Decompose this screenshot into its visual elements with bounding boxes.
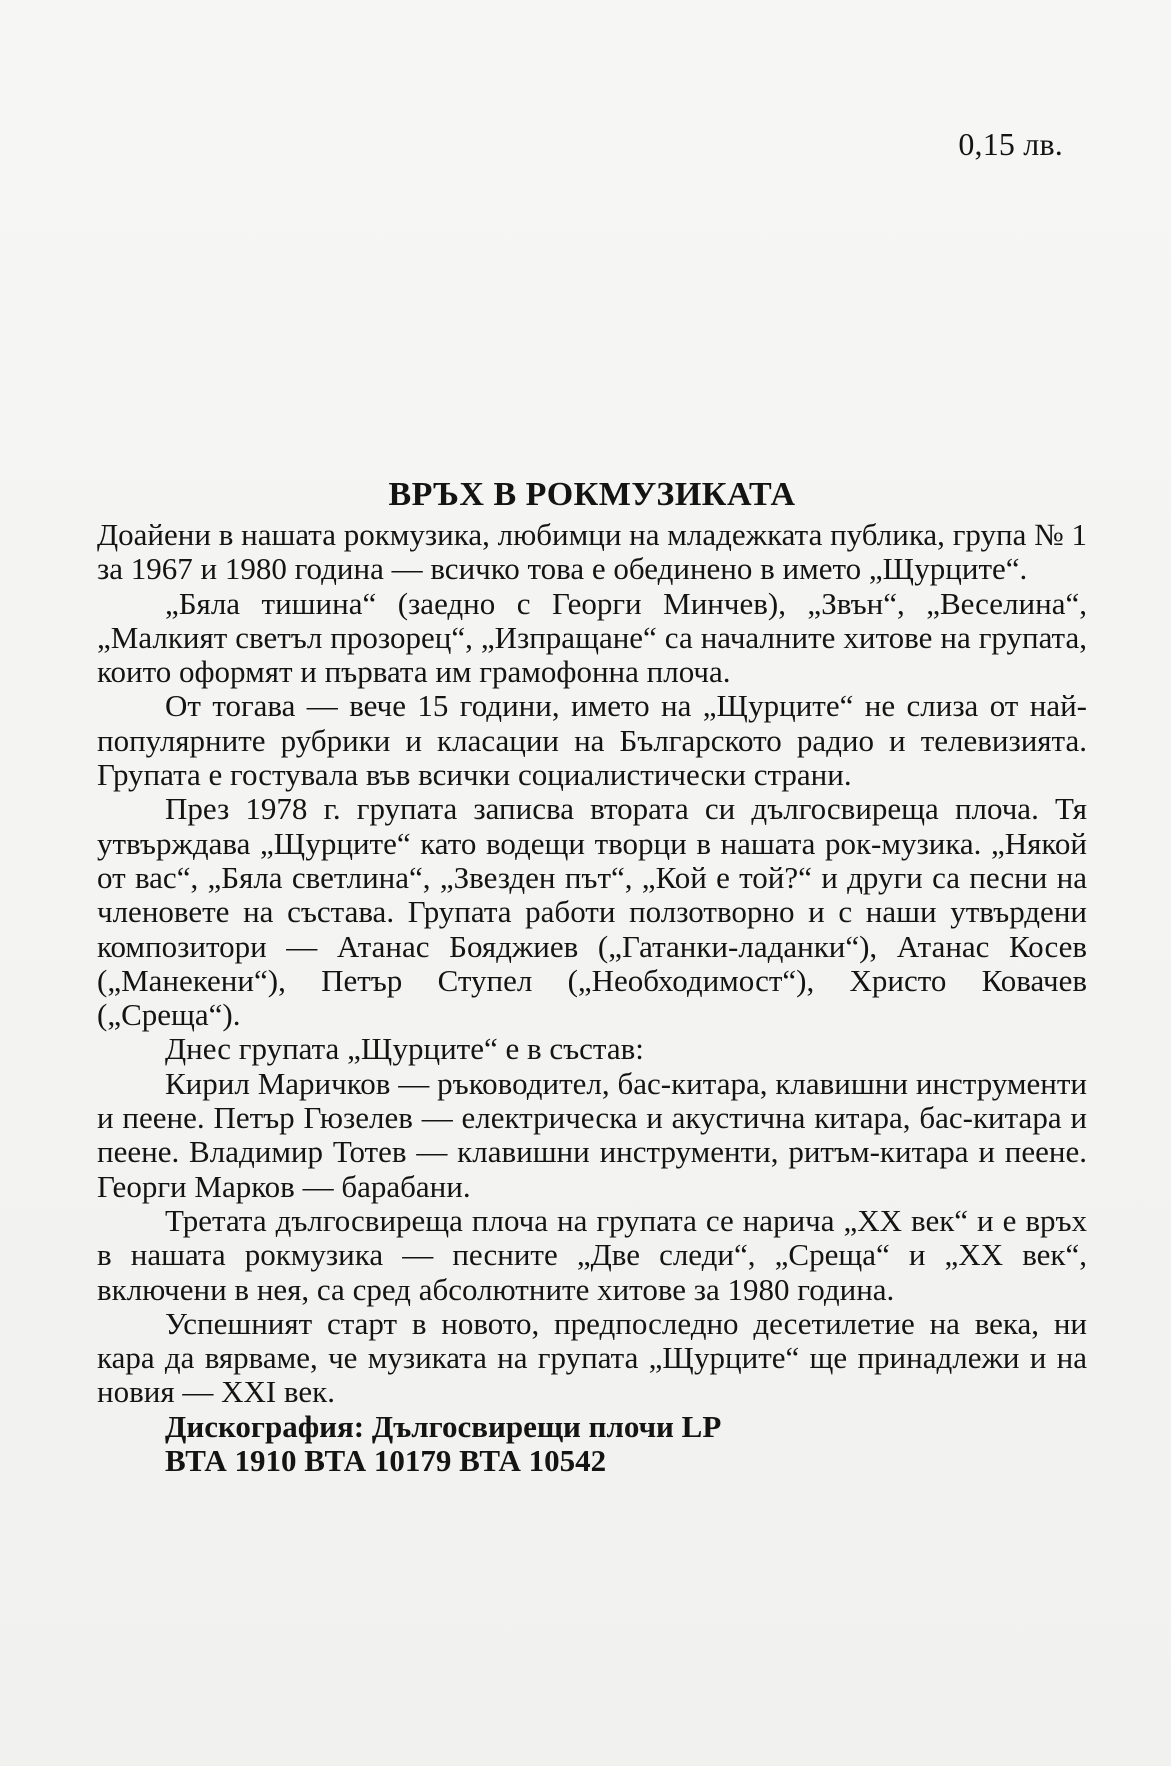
article bbox=[97, 474, 1087, 1478]
paragraph-second-album: През 1978 г. групата записва втората си дългосвиреща плоча. Тя утвърждава „Щурците“ като водещи творци в нашата рок-музика. „Някой от вас“, „Бяла светлина“, „Звезден път“, „Кой е той?“ и други са песни на членовете на състава. Групата работи ползотворно и с наши утвърдени композитори — Атанас Бояджиев („Гатанки-ладанки“), Атанас Косев („Манекени“), Петър Ступел („Необходимост“), Христо Ковачев („Среща“). bbox=[97, 791, 1087, 1033]
price-label: 0,15 лв. bbox=[958, 126, 1063, 162]
paragraph-lineup-intro: Днес групата „Щурците“ е в състав: bbox=[165, 1031, 644, 1067]
article-title: ВРЪХ В РОКМУЗИКАТА bbox=[388, 476, 796, 513]
discography-heading: Дискография: Дългосвирещи плочи LP bbox=[165, 1408, 722, 1444]
paragraph-lineup: Кирил Маричков — ръководител, бас-китара, клавишни инструменти и пеене. Петър Гюзелев — електрическа и акустична китара, бас-китара и пеене. Владимир Тотев — клавишни инструменти, ритъм-китара и пеене. Георги Марков — барабани. bbox=[97, 1065, 1087, 1204]
paragraph-third-album: Третата дългосвиреща плоча на групата се нарича „XX век“ и е връх в нашата рокмузика — песните „Две следи“, „Среща“ и „XX век“, включени в нея, са сред абсолютните хитове за 1980 година. bbox=[97, 1202, 1087, 1307]
paragraph-popularity: От тогава — вече 15 години, името на „Щурците“ не слиза от най-популярните рубрики и класации на Българското радио и телевизията. Групата е гостувала във всички социалистически страни. bbox=[97, 688, 1087, 793]
discography-records: ВТА 1910 ВТА 10179 ВТА 10542 bbox=[165, 1443, 607, 1479]
paragraph-first-hits: „Бяла тишина“ (заедно с Георги Минчев), „Звън“, „Веселина“, „Малкият светъл прозорец“, „Изпращане“ са началните хитове на групата, които оформят и първата им грамофонна плоча. bbox=[97, 585, 1087, 690]
paragraph-conclusion: Успешният старт в новото, предпоследно десетилетие на века, ни кара да вярваме, че музиката на групата „Щурците“ ще принадлежи и на новия — XXI век. bbox=[97, 1305, 1087, 1410]
paragraph-intro: Доайени в нашата рокмузика, любимци на младежката публика, група № 1 за 1967 и 1980 година — всичко това е обединено в името „Щурците“. bbox=[97, 517, 1087, 587]
